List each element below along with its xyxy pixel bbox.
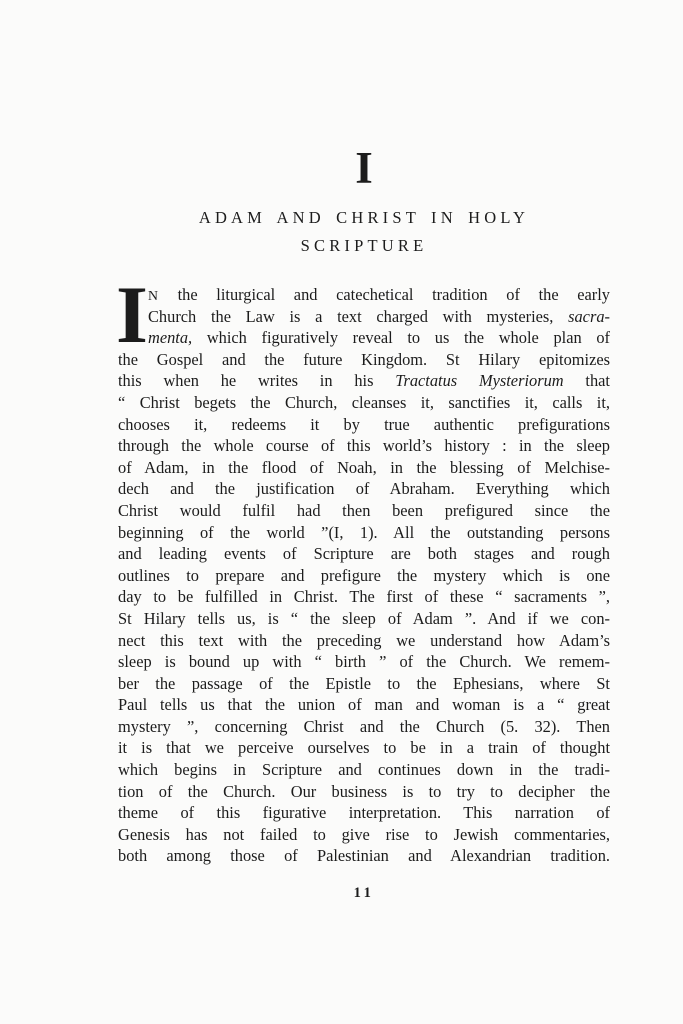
body-line — [118, 435, 610, 457]
body-line — [118, 349, 610, 371]
text-segment: Church the Law is a text charged with mysteries, — [148, 306, 569, 326]
body-line — [118, 306, 610, 328]
body-line — [118, 824, 610, 846]
text-segment: Tractatus Mysteriorum — [395, 371, 564, 391]
body-line — [118, 414, 610, 436]
drop-cap: I — [116, 269, 148, 360]
text-segment: ber the passage of the Epistle to the Ephesians, where St — [118, 673, 610, 693]
chapter-title-line-2: SCRIPTURE — [300, 236, 428, 255]
body-line — [118, 802, 610, 824]
text-segment: Genesis has not failed to give rise to Jewish commentaries, — [118, 824, 610, 844]
body-line — [118, 608, 610, 630]
body-line — [118, 737, 610, 759]
body-line — [118, 630, 610, 652]
body-line — [118, 651, 610, 673]
body-line — [118, 327, 610, 349]
body-line — [118, 781, 610, 803]
body-line — [118, 392, 610, 414]
text-segment: N — [148, 288, 159, 303]
body-line — [118, 370, 610, 392]
text-segment: mystery ”, concerning Christ and the Church (5. 32). Then — [118, 716, 610, 736]
chapter-title-line-1: ADAM AND CHRIST IN HOLY — [198, 208, 530, 227]
chapter-numeral: I — [355, 143, 373, 193]
text-segment: Christ would fulfil had then been prefigured since the — [118, 500, 610, 520]
body-line — [118, 565, 610, 587]
body-line — [118, 543, 610, 565]
body-line — [118, 284, 610, 306]
text-segment: both among those of Palestinian and Alexandrian tradition. — [118, 846, 610, 866]
text-segment: and leading events of Scripture are both stages and rough — [118, 544, 610, 564]
text-segment: of Adam, in the flood of Noah, in the blessing of Melchise- — [118, 457, 610, 477]
text-segment: sacra- — [568, 306, 610, 326]
text-segment: day to be fulfilled in Christ. The first of these “ sacraments ”, — [118, 587, 610, 607]
text-segment: tion of the Church. Our business is to try to decipher the — [118, 781, 610, 801]
text-segment: the Gospel and the future Kingdom. St Hilary epitomizes — [118, 349, 610, 369]
page-number: 11 — [353, 885, 375, 901]
body-line — [118, 586, 610, 608]
body-lines — [118, 284, 610, 867]
text-segment: St Hilary tells us, is “ the sleep of Adam ”. And if we con- — [118, 608, 610, 628]
body-line — [118, 673, 610, 695]
text-segment: nect this text with the preceding we understand how Adam’s — [118, 630, 610, 650]
text-segment: Paul tells us that the union of man and woman is a “ great — [118, 695, 610, 715]
text-segment: which figuratively reveal to us the whole plan of — [192, 328, 610, 348]
text-segment: this when he writes in his — [118, 371, 396, 391]
text-segment: which begins in Scripture and continues down in the tradi- — [118, 760, 610, 780]
text-segment: theme of this figurative interpretation. This narration of — [118, 803, 610, 823]
text-segment: chooses it, redeems it by true authentic prefigurations — [118, 414, 610, 434]
body-line — [118, 500, 610, 522]
chapter-title — [118, 204, 610, 260]
text-segment: that — [563, 371, 610, 391]
body-line — [118, 478, 610, 500]
body-line — [118, 845, 610, 867]
body-paragraph — [116, 269, 610, 867]
text-segment: through the whole course of this world’s history : in the sleep — [118, 436, 610, 456]
body-line — [118, 716, 610, 738]
text-segment: menta, — [148, 328, 193, 348]
body-line — [118, 759, 610, 781]
text-segment: beginning of the world ”(I, 1). All the outstanding persons — [118, 522, 610, 542]
text-segment: it is that we perceive ourselves to be in a train of thought — [118, 738, 610, 758]
text-segment: “ Christ begets the Church, cleanses it, sanctifies it, calls it, — [118, 392, 610, 412]
body-line — [118, 522, 610, 544]
body-line — [118, 694, 610, 716]
text-segment: outlines to prepare and prefigure the mystery which is one — [118, 565, 610, 585]
text-segment: dech and the justification of Abraham. Everything which — [118, 479, 610, 499]
body-line — [118, 457, 610, 479]
text-segment: the liturgical and catechetical tradition of the early — [158, 285, 610, 304]
text-segment: sleep is bound up with “ birth ” of the Church. We remem- — [118, 652, 610, 672]
